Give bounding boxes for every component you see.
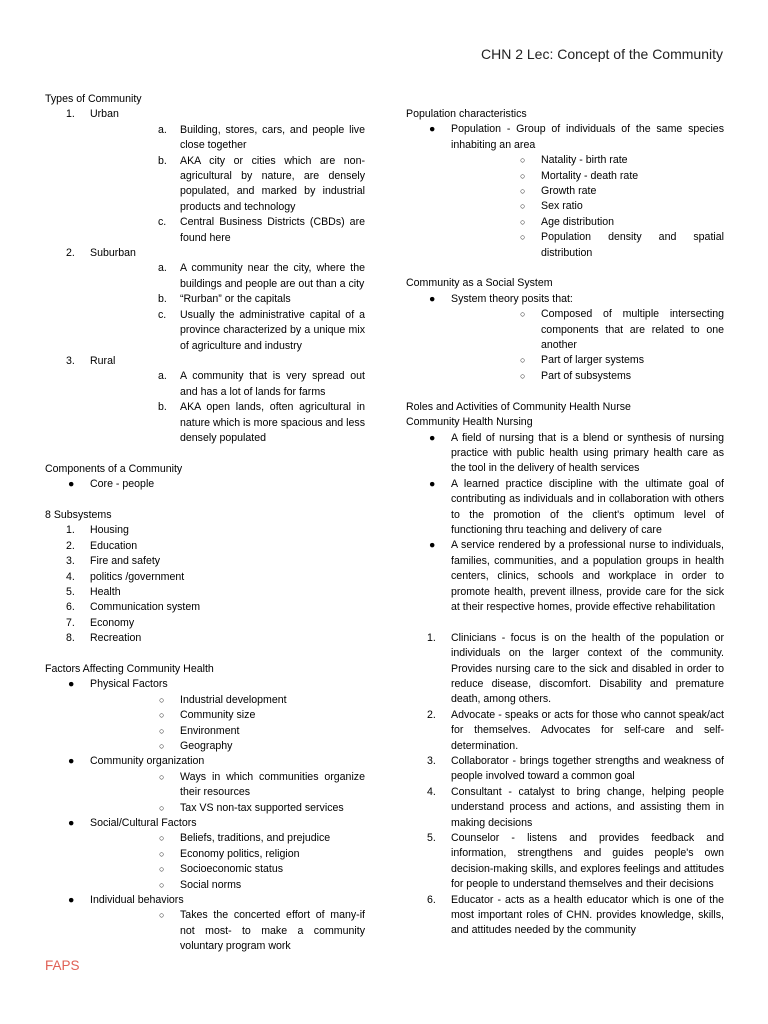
- list-item: b. AKA city or cities which are non-agricultural by nature, are densely populated, and marked by industrial products and technology: [158, 154, 365, 213]
- circle-bullet-icon: ○: [520, 216, 526, 227]
- circle-bullet-icon: ○: [520, 155, 526, 166]
- list-item: ○ Socioeconomic status: [90, 862, 365, 877]
- list-item: 3. Rural a. A community that is very spread out and has a lot of lands for farms b. AKA open lands, often agricultural in nature which is more spacious and less densely populated: [45, 354, 365, 446]
- list-item: 2. Suburban a. A community near the city, where the buildings and people are out than a city b. “Rurban” or the capitals c. Usually the administrative capital of a province characterized by a unique mix of agriculture and industry: [45, 246, 365, 354]
- list-item: ○ Natality - birth rate: [451, 153, 724, 168]
- factors-list: [45, 677, 365, 954]
- circle-bullet-icon: ○: [159, 910, 165, 921]
- list-item: ○ Part of larger systems: [451, 353, 724, 368]
- list-item: ○ Takes the concerted effort of many-if not most- to make a community voluntary program work: [159, 909, 365, 953]
- roles-heading: Roles and Activities of Community Health Nurse: [406, 400, 631, 413]
- list-item: ● Population - Group of individuals of the same species inhabiting an area ○ Natality - birth rate ○ Mortality - death rate ○ Growth rate ○ Sex ratio ○ Age distribution ○ Population density and spatial distribution: [406, 122, 724, 261]
- list-item: 2. Advocate - speaks or acts for those who cannot speak/act for themselves. Advocates for self-care and self-determination.: [427, 708, 724, 752]
- bullet-icon: ●: [429, 292, 436, 305]
- document-header: CHN 2 Lec: Concept of the Community: [481, 46, 723, 62]
- population-list: [406, 122, 724, 261]
- components-heading: Components of a Community: [45, 462, 183, 475]
- right-column: [406, 107, 724, 939]
- subsystems-list: [45, 523, 365, 646]
- list-item: ● Core - people: [45, 477, 365, 492]
- list-item: 3. Collaborator - brings together strengths and weakness of people involved toward a common goal: [427, 755, 724, 783]
- list-item: ○ Community size: [90, 708, 365, 723]
- circle-bullet-icon: ○: [159, 741, 165, 752]
- list-item: ○ Part of subsystems: [451, 369, 724, 384]
- circle-bullet-icon: ○: [520, 201, 526, 212]
- circle-bullet-icon: ○: [159, 725, 165, 736]
- list-item: ○ Environment: [90, 724, 365, 739]
- components-list: [45, 477, 365, 492]
- circle-bullet-icon: ○: [159, 710, 165, 721]
- types-heading: Types of Community: [45, 93, 142, 105]
- subsystems-heading: 8 Subsystems: [45, 508, 112, 521]
- list-item: ● A field of nursing that is a blend or synthesis of nursing practice with public health using primary health care as the tool in the delivery of health services: [429, 431, 724, 475]
- list-item: ○ Sex ratio: [451, 199, 724, 214]
- bullet-icon: ●: [68, 678, 75, 691]
- list-item: 3. Fire and safety: [66, 555, 161, 568]
- footer-label: FAPS: [45, 958, 80, 973]
- list-item: ● Social/Cultural Factors ○ Beliefs, traditions, and prejudice ○ Economy politics, religion ○ Socioeconomic status ○ Social norms: [45, 816, 365, 893]
- list-item: 4. Consultant - catalyst to bring change, helping people understand process and actions, and assisting them in making decisions: [427, 785, 724, 829]
- circle-bullet-icon: ○: [520, 309, 526, 320]
- list-item: ○ Growth rate: [451, 184, 724, 199]
- list-item: 7. Economy: [66, 616, 135, 629]
- list-item: 4. politics /government: [66, 570, 185, 583]
- list-item: ○ Mortality - death rate: [451, 169, 724, 184]
- list-item: ● Individual behaviors ○ Takes the concerted effort of many-if not most- to make a community voluntary program work: [45, 893, 365, 955]
- list-item: ○ Geography: [90, 739, 365, 754]
- list-item: ○ Social norms: [90, 878, 365, 893]
- list-item: a. Building, stores, cars, and people live close together: [158, 123, 365, 152]
- list-item: 1. Clinicians - focus is on the health of the population or individuals on the larger context of the community. Provides nursing care to the sick and disabled in order to reduce disease, discomfort. Disability and premature death, among others.: [427, 631, 724, 706]
- list-item: 5. Health: [66, 585, 121, 598]
- bullet-icon: ●: [429, 477, 436, 490]
- list-item: 6. Educator - acts as a health educator which is one of the most important roles of CHN. provides knowledge, skills, and attitudes needed by the community: [427, 893, 724, 937]
- types-list: [45, 107, 365, 446]
- left-column: [45, 92, 365, 955]
- list-item: ● System theory posits that: ○ Composed of multiple intersecting components that are related to one another ○ Part of larger systems ○ Part of subsystems: [406, 292, 724, 384]
- roles-list: [406, 631, 724, 939]
- list-item: ○ Population density and spatial distribution: [520, 231, 724, 259]
- list-item: 6. Communication system: [66, 601, 201, 614]
- circle-bullet-icon: ○: [520, 355, 526, 366]
- list-item: 2. Education: [66, 539, 138, 552]
- population-heading: Population characteristics: [406, 108, 527, 120]
- circle-bullet-icon: ○: [159, 802, 165, 813]
- chn-definition-list: [406, 431, 724, 616]
- list-item: ● Physical Factors ○ Industrial development ○ Community size ○ Environment ○ Geography: [45, 677, 365, 754]
- list-item: ○ Ways in which communities organize their resources: [159, 770, 365, 799]
- list-item: ○ Economy politics, religion: [90, 847, 365, 862]
- circle-bullet-icon: ○: [520, 232, 526, 243]
- list-item: 1. Housing: [66, 524, 129, 537]
- circle-bullet-icon: ○: [159, 694, 165, 705]
- circle-bullet-icon: ○: [520, 370, 526, 381]
- social-system-heading: Community as a Social System: [406, 277, 553, 290]
- list-item: 5. Counselor - listens and provides feedback and information, strengthens and guides people's own decision-making skills, and explores feelings and attitudes for people to understand themselves and their decisions: [427, 832, 724, 891]
- list-item: ○ Beliefs, traditions, and prejudice: [90, 831, 365, 846]
- social-system-list: [406, 292, 724, 384]
- factors-heading: Factors Affecting Community Health: [45, 662, 214, 675]
- list-item: a. A community that is very spread out and has a lot of lands for farms: [158, 370, 365, 398]
- circle-bullet-icon: ○: [159, 864, 165, 875]
- bullet-icon: ●: [429, 539, 436, 552]
- circle-bullet-icon: ○: [520, 170, 526, 181]
- circle-bullet-icon: ○: [159, 833, 165, 844]
- bullet-icon: ●: [68, 894, 75, 907]
- list-item: ○ Composed of multiple intersecting components that are related to one another: [520, 308, 724, 352]
- list-item: 8. Recreation: [66, 632, 142, 645]
- list-item: ● A service rendered by a professional nurse to individuals, families, communities, and a population groups in health centers, clinics, schools and workplace in order to promote health, prevent illness, provide care for the sick at their respective homes, provide effective rehabilitation: [429, 539, 724, 613]
- list-item: ● A learned practice discipline with the ultimate goal of contributing as individuals and in collaboration with others to the promotion of the client's optimum level of functioning thru teaching and delivery of care: [429, 477, 724, 536]
- list-item: ○ Age distribution: [451, 215, 724, 230]
- bullet-icon: ●: [68, 755, 75, 768]
- bullet-icon: ●: [68, 817, 75, 830]
- list-item: ● Community organization ○ Ways in which communities organize their resources ○ Tax VS non-tax supported services: [45, 754, 365, 816]
- list-item: ○ Industrial development: [90, 693, 365, 708]
- circle-bullet-icon: ○: [159, 848, 165, 859]
- bullet-icon: ●: [68, 478, 75, 491]
- bullet-icon: ●: [429, 123, 436, 136]
- circle-bullet-icon: ○: [159, 771, 165, 782]
- list-item: b. “Rurban” or the capitals: [158, 293, 291, 306]
- roles-subheading: Community Health Nursing: [406, 416, 533, 429]
- list-item: 1. Urban a. Building, stores, cars, and people live close together b. AKA city or cities which are non-agricultural by nature, are densely populated, and marked by industrial products and technology c. Central Business Districts (CBDs) are found here: [45, 107, 365, 246]
- list-item: b. AKA open lands, often agricultural in nature which is more spacious and less densely populated: [158, 401, 365, 444]
- list-item: ○ Tax VS non-tax supported services: [90, 801, 365, 816]
- list-item: c. Usually the administrative capital of a province characterized by a unique mix of agriculture and industry: [158, 308, 365, 352]
- bullet-icon: ●: [429, 431, 436, 444]
- list-item: c. Central Business Districts (CBDs) are found here: [158, 216, 365, 244]
- circle-bullet-icon: ○: [520, 186, 526, 197]
- circle-bullet-icon: ○: [159, 879, 165, 890]
- list-item: a. A community near the city, where the buildings and people are out than a city: [158, 262, 365, 290]
